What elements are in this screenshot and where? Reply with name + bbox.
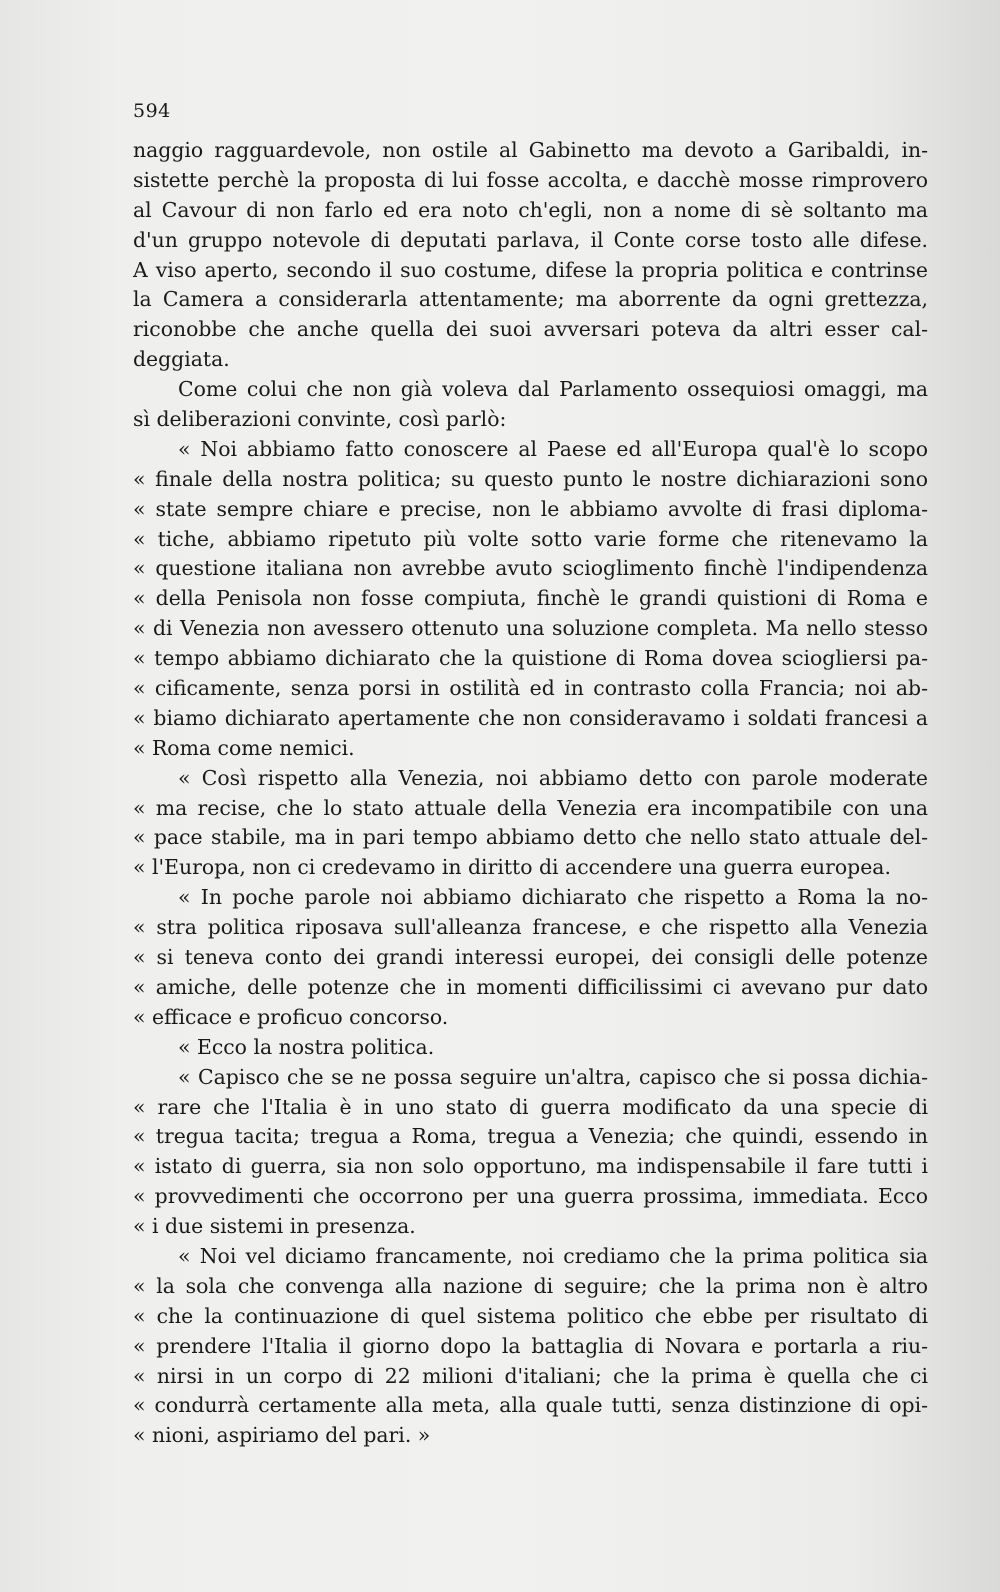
text-line: al Cavour di non farlo ed era noto ch'egli, non a nome di sè soltanto ma (133, 197, 928, 222)
text-line: « la sola che convenga alla nazione di seguire; che la prima non è altro (133, 1273, 928, 1298)
body-text (133, 136, 928, 1451)
text-line: « In poche parole noi abbiamo dichiarato che rispetto a Roma la no- (178, 885, 928, 910)
text-line: « istato di guerra, sia non solo opportuno, ma indispensabile il fare tutti i (133, 1154, 928, 1179)
text-line: « ma recise, che lo stato attuale della Venezia era incompatibile con una (133, 795, 928, 820)
text-line: « stra politica riposava sull'alleanza francese, e che rispetto alla Venezia (133, 915, 928, 940)
text-line: « tempo abbiamo dichiarato che la quistione di Roma dovea sciogliersi pa- (133, 646, 928, 671)
text-line: « pace stabile, ma in pari tempo abbiamo detto che nello stato attuale del- (133, 825, 928, 850)
text-line: d'un gruppo notevole di deputati parlava, il Conte corse tosto alle difese. (133, 227, 928, 252)
text-line: « rare che l'Italia è in uno stato di guerra modificato da una specie di (133, 1094, 928, 1119)
text-line: « questione italiana non avrebbe avuto scioglimento finchè l'indipendenza (133, 556, 928, 581)
text-line: « Noi abbiamo fatto conoscere al Paese ed all'Europa qual'è lo scopo (178, 436, 928, 461)
text-line: « biamo dichiarato apertamente che non consideravamo i soldati francesi a (133, 705, 928, 730)
text-line: deggiata. (133, 347, 230, 372)
text-line: sistette perchè la proposta di lui fosse accolta, e dacchè mosse rimprovero (133, 167, 928, 192)
text-line: « prendere l'Italia il giorno dopo la battaglia di Novara e portarla a riu- (133, 1333, 928, 1358)
text-line: « di Venezia non avessero ottenuto una soluzione completa. Ma nello stesso (133, 616, 928, 641)
text-line: « Noi vel diciamo francamente, noi crediamo che la prima politica sia (178, 1243, 928, 1268)
text-line: « Roma come nemici. (133, 735, 355, 760)
text-line: A viso aperto, secondo il suo costume, difese la propria politica e contrinse (133, 257, 928, 282)
text-line: « provvedimenti che occorrono per una guerra prossima, immediata. Ecco (133, 1184, 928, 1209)
text-line: « efficace e proficuo concorso. (133, 1004, 449, 1029)
text-line: la Camera a considerarla attentamente; ma aborrente da ogni grettezza, (133, 287, 928, 312)
text-line: « nioni, aspiriamo del pari. » (133, 1423, 431, 1448)
text-line: sì deliberazioni convinte, così parlò: (133, 407, 507, 432)
text-line: « Così rispetto alla Venezia, noi abbiamo detto con parole moderate (178, 765, 928, 790)
text-line: « si teneva conto dei grandi interessi europei, dei consigli delle potenze (133, 945, 928, 970)
text-line: Come colui che non già voleva dal Parlamento ossequiosi omaggi, ma (178, 377, 928, 402)
text-line: naggio ragguardevole, non ostile al Gabinetto ma devoto a Garibaldi, in- (133, 138, 928, 162)
text-line: « amiche, delle potenze che in momenti difficilissimi ci avevano pur dato (133, 974, 928, 999)
text-line: riconobbe che anche quella dei suoi avversari poteva da altri esser cal- (133, 317, 928, 342)
text-line: « state sempre chiare e precise, non le abbiamo avvolte di frasi diploma- (133, 496, 928, 521)
text-line: « Capisco che se ne possa seguire un'altra, capisco che si possa dichia- (178, 1064, 928, 1089)
text-line: « tregua tacita; tregua a Roma, tregua a Venezia; che quindi, essendo in (133, 1124, 928, 1149)
text-line: « Ecco la nostra politica. (178, 1034, 435, 1059)
text-line: « l'Europa, non ci credevamo in diritto di accendere una guerra europea. (133, 855, 891, 880)
text-line: « della Penisola non fosse compiuta, finchè le grandi quistioni di Roma e (133, 586, 928, 611)
page-number: 594 (133, 100, 171, 122)
text-line: « condurrà certamente alla meta, alla quale tutti, senza distinzione di opi- (133, 1393, 928, 1418)
text-line: « nirsi in un corpo di 22 milioni d'italiani; che la prima è quella che ci (133, 1363, 928, 1388)
text-line: « tiche, abbiamo ripetuto più volte sotto varie forme che ritenevamo la (133, 526, 928, 551)
text-line: « i due sistemi in presenza. (133, 1214, 416, 1239)
text-line: « finale della nostra politica; su questo punto le nostre dichiarazioni sono (133, 466, 928, 491)
text-line: « cificamente, senza porsi in ostilità ed in contrasto colla Francia; noi ab- (133, 676, 928, 701)
text-line: « che la continuazione di quel sistema politico che ebbe per risultato di (133, 1303, 928, 1328)
